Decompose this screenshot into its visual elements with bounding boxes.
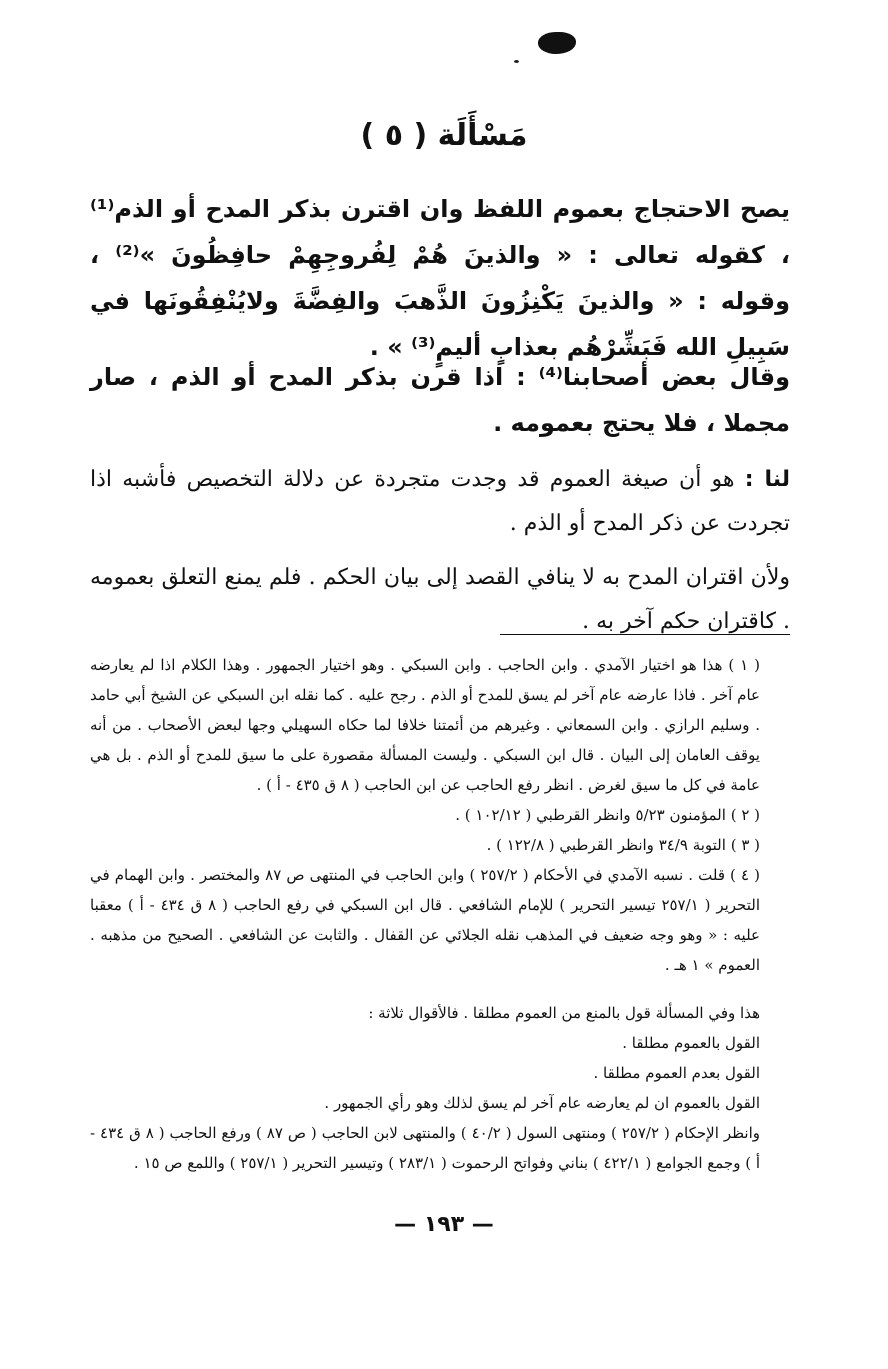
addendum-line-1: هذا وفي المسألة قول بالمنع من العموم مطلقا . فالأقوال ثلاثة : (368, 1004, 760, 1022)
second-argument-text: ولأن اقتران المدح به لا ينافي القصد إلى بيان الحكم . فلم يمنع التعلق بعمومه . كاقتران حكم آخر به . (90, 565, 790, 634)
ink-blot (538, 32, 576, 54)
argument-body: هو أن صيغة العموم قد وجدت متجردة عن دلالة التخصيص فأشبه اذا تجردت عن ذكر المدح أو الذم . (90, 467, 790, 536)
footnote-addendum (90, 998, 790, 1178)
addendum-line-2: القول بالعموم مطلقا . (622, 1034, 760, 1052)
second-argument (90, 556, 790, 644)
page-number: — ١٩٣ — (394, 1212, 494, 1237)
main-statement (90, 186, 790, 370)
opposing-view (90, 354, 790, 446)
argument-paragraph (90, 458, 790, 546)
addendum-line-4: القول بالعموم ان لم يعارضه عام آخر لم يسق لذلك وهو رأي الجمهور . (324, 1094, 760, 1112)
argument-lead: لنا : (744, 467, 790, 492)
footnote-separator (500, 634, 790, 635)
argument-text (90, 458, 790, 546)
footnote-3: ( ٣ ) التوبة ٣٤/٩ وانظر القرطبي ( ١٢٢/٨ ) . (486, 836, 760, 854)
footnote-2: ( ٢ ) المؤمنون ٥/٢٣ وانظر القرطبي ( ١٠٢/١٢ ) . (455, 806, 760, 824)
main-statement-text: يصح الاحتجاج بعموم اللفظ وان اقترن بذكر المدح أو الذم⁽¹⁾ ، كقوله تعالى : « والذينَ هُمْ لِفُروجِهِمْ حافِظُونَ »⁽²⁾ ، وقوله : « والذينَ يَكْنِزُونَ الذَّهبَ والفِضَّةَ ولايُنْفِقُونَها في سَبِيلِ الله فَبَشِّرْهُم بعذابٍ أليمٍ⁽³⁾ » . (90, 195, 790, 361)
ink-speck (514, 60, 519, 63)
footnote-1: ( ١ ) هذا هو اختيار الآمدي . وابن الحاجب . وابن السبكي . وهو اختيار الجمهور . وهذا الكلام اذا لم يعارضه عام آخر . فاذا عارضه عام آخر لم يسق للمدح أو الذم . رجح عليه . كما نقله ابن السبكي عن الشيخ أبي حامد . وسليم الرازي . وابن السمعاني . وغيرهم من أئمتنا خلافا لما حكاه السهيلي وجها لبعض الأصحاب . من أنه يوقف العامان إلى البيان . قال ابن السبكي . وليست المسألة مقصورة على ما سيق للمدح أو الذم . بل هي عامة في كل ما سيق لغرض . انظر رفع الحاجب عن ابن الحاجب ( ٨ ق ٤٣٥ - أ ) . (90, 656, 760, 794)
footnotes (90, 650, 790, 980)
opposing-view-text: وقال بعض أصحابنا⁽⁴⁾ : اذا قرن بذكر المدح أو الذم ، صار مجملا ، فلا يحتج بعمومه . (90, 363, 790, 437)
addendum-line-3: القول بعدم العموم مطلقا . (593, 1064, 760, 1082)
addendum-references: وانظر الإحكام ( ٢٥٧/٢ ) ومنتهى السول ( ٤٠/٢ ) والمنتهى لابن الحاجب ( ص ٨٧ ) ورفع الحاجب ( ٨ ق ٤٣٤ - أ ) وجمع الجوامع ( ٤٢٢/١ ) بناني وفواتح الرحموت ( ٢٨٣/١ ) وتيسير التحرير ( ٢٥٧/١ ) واللمع ص ١٥ . (90, 1124, 760, 1172)
section-heading: مَسْأَلَة ( ٥ ) (360, 118, 528, 153)
footnote-4: ( ٤ ) قلت . نسبه الآمدي في الأحكام ( ٢٥٧/٢ ) وابن الحاجب في المنتهى ص ٨٧ والمختصر . وابن الهمام في التحرير ( ٢٥٧/١ تيسير التحرير ) للإمام الشافعي . قال ابن السبكي في رفع الحاجب ( ٨ ق ٤٣٤ - أ ) معقبا عليه : « وهو وجه ضعيف في المذهب نقله الجلائي عن القفال . والثابت عن الشافعي . الصحيح من مذهبه . العموم » ١ هـ . (90, 866, 760, 974)
